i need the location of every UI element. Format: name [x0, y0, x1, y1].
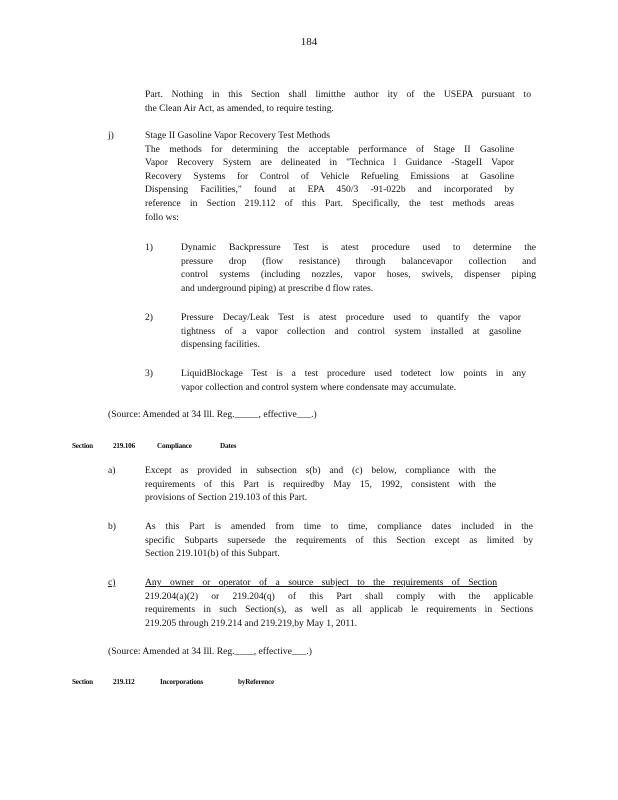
source-note: (Source: Amended at 34 Ill. Reg._____, effective___.) [108, 409, 317, 420]
text-line: 219.204(a)(2) or 219.204(q) of this Part shall comply with the applicable [145, 590, 533, 602]
subitem-label: 1) [145, 242, 153, 253]
text-line: vapor collection and control system where condensate may accumulate. [181, 381, 457, 393]
section-number: 219.106 [113, 442, 135, 450]
item-label: b) [108, 521, 116, 532]
text-line: Pressure Decay/Leak Test is atest procedure used to quantify the vapor [181, 312, 521, 323]
text-line: control systems (including nozzles, vapor hoses, swivels, dispenser piping [181, 269, 536, 281]
item-b-paragraph [145, 520, 533, 561]
text-line: Any owner or operator of a source subject to the requirements of Section [145, 577, 497, 588]
text-line: 219.205 through 219.214 and 219.219,by May 1, 2011. [145, 617, 358, 629]
text-line: follo ws: [145, 211, 179, 223]
text-line: the Clean Air Act, as amended, to require testing. [145, 102, 334, 114]
text-line: Recovery Systems for Control of Vehicle Refueling Emissions at Gasoline [145, 170, 514, 182]
text-line: specific Subparts supersede the requirements of this Section except as limited by [145, 534, 533, 546]
text-line: Section 219.101(b) of this Subpart. [145, 548, 280, 560]
text-line: tightness of a vapor collection and control system installed at gasoline [181, 325, 521, 337]
item-a-paragraph [145, 464, 496, 505]
subitem-2 [181, 311, 521, 352]
page-number: 184 [300, 36, 318, 48]
source-note: (Source: Amended at 34 Ill. Reg.____, effective___.) [108, 646, 312, 657]
intro-paragraph [145, 88, 531, 115]
text-line: provisions of Section 219.103 of this Part. [145, 492, 308, 504]
subitem-3 [181, 367, 526, 394]
text-line: Except as provided in subsection s(b) and (c) below, compliance with the [145, 465, 496, 476]
text-line: requirements in such Section(s), as well as all applicab le requirements in Sections [145, 604, 533, 616]
item-j-paragraph [145, 129, 514, 224]
section-title: Incorporations [160, 678, 204, 686]
text-line: LiquidBlockage Test is a test procedure used todetect low points in any [181, 368, 526, 379]
text-line: reference in Section 219.112 of this Part. Specifically, the test methods areas [145, 197, 514, 209]
text-line: Dynamic Backpressure Test is atest procedure used to determine the [181, 242, 536, 253]
section-word: Section [72, 442, 93, 450]
section-title: byReference [238, 678, 274, 686]
text-line: Vapor Recovery System are delineated in "Technica l Guidance -StageII Vapor [145, 157, 514, 169]
section-title: Dates [220, 442, 237, 450]
text-line: As this Part is amended from time to time, compliance dates included in the [145, 521, 533, 532]
text-line: The methods for determining the acceptable performance of Stage II Gasoline [145, 143, 514, 155]
text-line: dispensing facilities. [181, 339, 260, 351]
subitem-label: 3) [145, 368, 153, 379]
subitem-label: 2) [145, 312, 153, 323]
text-line: requirements of this Part is requiredby May 15, 1992, consistent with the [145, 478, 496, 490]
subitem-1 [181, 241, 536, 295]
item-heading: Stage II Gasoline Vapor Recovery Test Methods [145, 130, 330, 141]
text-line: and underground piping) at prescribe d flow rates. [181, 282, 374, 294]
section-word: Section [72, 678, 93, 686]
item-c-paragraph [145, 576, 533, 630]
item-label: a) [108, 465, 116, 476]
text-line: pressure drop (flow resistance) through balancevapor collection and [181, 255, 536, 267]
item-label: c) [108, 577, 116, 588]
text-line: Part. Nothing in this Section shall limitthe author ity of the USEPA pursuant to [145, 89, 531, 100]
section-number: 219.112 [113, 678, 135, 686]
text-line: Dispensing Facilities," found at EPA 450/3 -91-022b and incorporated by [145, 184, 514, 196]
item-label: j) [108, 130, 114, 141]
section-title: Compliance [157, 442, 192, 450]
